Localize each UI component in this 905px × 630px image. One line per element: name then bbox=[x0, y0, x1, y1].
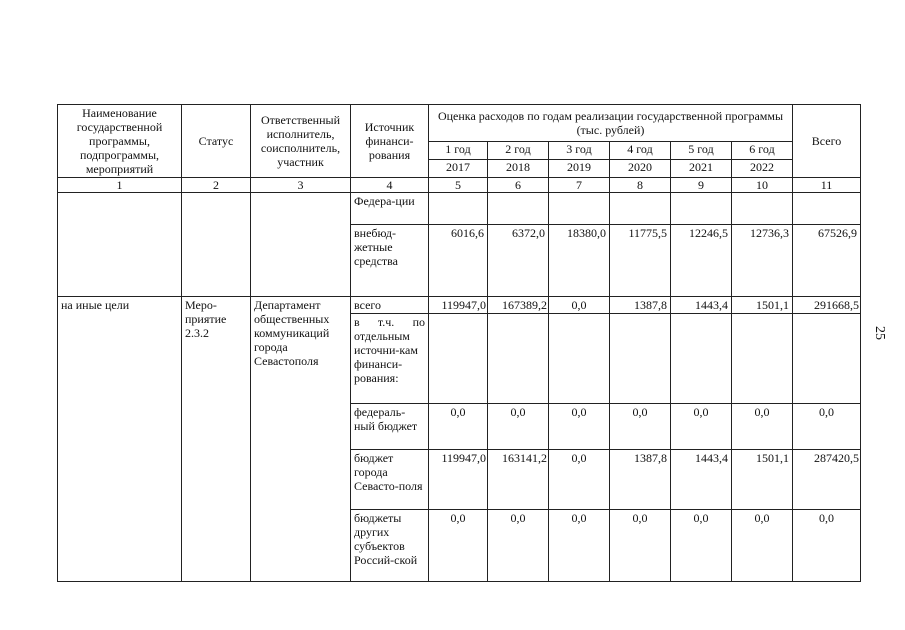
value-cell: 12246,5 bbox=[671, 225, 732, 297]
value-cell: 0,0 bbox=[429, 510, 488, 582]
value-cell: 1443,4 bbox=[671, 450, 732, 510]
source-cell: бюджет города Севасто-поля bbox=[351, 450, 429, 510]
year-value: 2021 bbox=[671, 159, 732, 177]
program-status: Меро-приятие 2.3.2 bbox=[182, 297, 251, 582]
status-cell bbox=[182, 193, 251, 297]
value-cell bbox=[671, 193, 732, 225]
value-cell: 11775,5 bbox=[610, 225, 671, 297]
year-label: 2 год bbox=[488, 141, 549, 159]
value-cell: 0,0 bbox=[793, 404, 861, 450]
value-cell bbox=[488, 314, 549, 404]
column-number: 6 bbox=[488, 178, 549, 193]
value-cell: 0,0 bbox=[610, 510, 671, 582]
value-cell: 0,0 bbox=[671, 404, 732, 450]
value-cell bbox=[732, 193, 793, 225]
value-cell bbox=[610, 193, 671, 225]
column-numbers-row bbox=[58, 178, 861, 193]
year-value: 2018 bbox=[488, 159, 549, 177]
value-cell: 6372,0 bbox=[488, 225, 549, 297]
column-number: 8 bbox=[610, 178, 671, 193]
budget-table bbox=[57, 104, 861, 582]
program-responsible: Департамент общественных коммуникаций города Севастополя bbox=[251, 297, 351, 582]
column-number: 3 bbox=[251, 178, 351, 193]
value-cell: 0,0 bbox=[549, 297, 610, 314]
column-number: 9 bbox=[671, 178, 732, 193]
value-cell: 0,0 bbox=[732, 404, 793, 450]
source-cell: в т.ч. по отдельным источни-кам финанси-рования: bbox=[351, 314, 429, 404]
value-cell: 119947,0 bbox=[429, 450, 488, 510]
column-number: 2 bbox=[182, 178, 251, 193]
value-cell: 167389,2 bbox=[488, 297, 549, 314]
year-label: 5 год bbox=[671, 141, 732, 159]
value-cell: 163141,2 bbox=[488, 450, 549, 510]
program-name: на иные цели bbox=[58, 297, 182, 582]
value-cell: 0,0 bbox=[732, 510, 793, 582]
source-cell: бюджеты других субъектов Россий-ской bbox=[351, 510, 429, 582]
value-cell: 1387,8 bbox=[610, 450, 671, 510]
page-number: 25 bbox=[872, 326, 887, 340]
source-cell: федераль-ный бюджет bbox=[351, 404, 429, 450]
column-number: 4 bbox=[351, 178, 429, 193]
value-cell: 1387,8 bbox=[610, 297, 671, 314]
header-row bbox=[58, 105, 861, 142]
value-cell: 0,0 bbox=[549, 404, 610, 450]
value-cell: 0,0 bbox=[429, 404, 488, 450]
value-cell: 6016,6 bbox=[429, 225, 488, 297]
table-row bbox=[58, 297, 861, 314]
source-cell: Федера-ции bbox=[351, 193, 429, 225]
value-cell: 291668,5 bbox=[793, 297, 861, 314]
header-total: Всего bbox=[793, 105, 861, 178]
year-label: 6 год bbox=[732, 141, 793, 159]
value-cell: 0,0 bbox=[549, 510, 610, 582]
column-number: 1 bbox=[58, 178, 182, 193]
value-cell: 0,0 bbox=[488, 404, 549, 450]
value-cell bbox=[610, 314, 671, 404]
responsible-cell bbox=[251, 193, 351, 297]
value-cell bbox=[549, 193, 610, 225]
value-cell: 0,0 bbox=[488, 510, 549, 582]
value-cell: 67526,9 bbox=[793, 225, 861, 297]
header-estimate: Оценка расходов по годам реализации государственной программы (тыс. рублей) bbox=[429, 105, 793, 142]
value-cell bbox=[793, 314, 861, 404]
column-number: 11 bbox=[793, 178, 861, 193]
header-col-responsible: Ответственный исполнитель, соисполнитель, участник bbox=[251, 105, 351, 178]
source-cell: внебюд-жетные средства bbox=[351, 225, 429, 297]
name-cell bbox=[58, 193, 182, 297]
value-cell: 18380,0 bbox=[549, 225, 610, 297]
value-cell: 12736,3 bbox=[732, 225, 793, 297]
source-cell: всего bbox=[351, 297, 429, 314]
column-number: 5 bbox=[429, 178, 488, 193]
value-cell bbox=[488, 193, 549, 225]
value-cell bbox=[671, 314, 732, 404]
year-value: 2019 bbox=[549, 159, 610, 177]
value-cell: 287420,5 bbox=[793, 450, 861, 510]
value-cell bbox=[429, 193, 488, 225]
value-cell: 0,0 bbox=[549, 450, 610, 510]
value-cell: 119947,0 bbox=[429, 297, 488, 314]
year-label: 4 год bbox=[610, 141, 671, 159]
value-cell: 0,0 bbox=[610, 404, 671, 450]
year-value: 2020 bbox=[610, 159, 671, 177]
year-label: 3 год bbox=[549, 141, 610, 159]
value-cell: 0,0 bbox=[793, 510, 861, 582]
year-value: 2017 bbox=[429, 159, 488, 177]
value-cell bbox=[732, 314, 793, 404]
header-col-source: Источник финанси-рования bbox=[351, 105, 429, 178]
value-cell bbox=[793, 193, 861, 225]
value-cell bbox=[429, 314, 488, 404]
value-cell: 1501,1 bbox=[732, 450, 793, 510]
column-number: 10 bbox=[732, 178, 793, 193]
year-label: 1 год bbox=[429, 141, 488, 159]
column-number: 7 bbox=[549, 178, 610, 193]
header-col-status: Статус bbox=[182, 105, 251, 178]
year-value: 2022 bbox=[732, 159, 793, 177]
header-col-name: Наименование государственной программы, подпрограммы, мероприятий bbox=[58, 105, 182, 178]
value-cell: 1443,4 bbox=[671, 297, 732, 314]
value-cell: 0,0 bbox=[671, 510, 732, 582]
value-cell bbox=[549, 314, 610, 404]
table-row bbox=[58, 193, 861, 225]
value-cell: 1501,1 bbox=[732, 297, 793, 314]
